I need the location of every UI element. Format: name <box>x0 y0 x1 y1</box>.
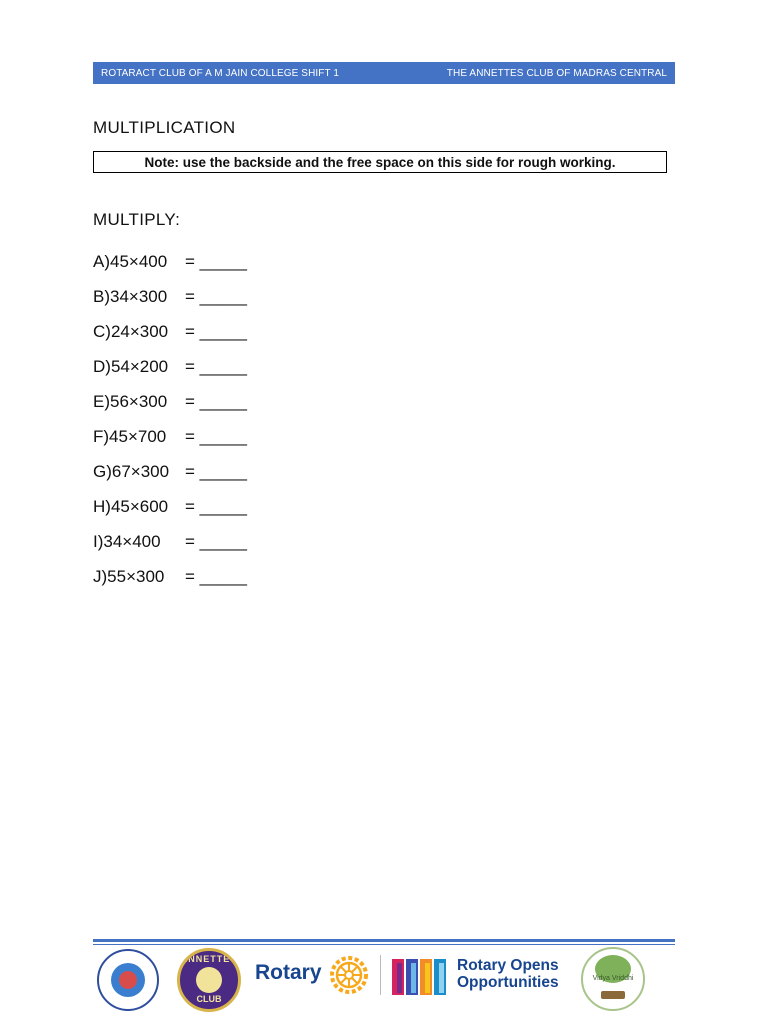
problem-expression: E)56×300 <box>93 391 168 411</box>
answer-blank: = _____ <box>185 426 247 446</box>
problem-list <box>93 244 247 594</box>
vidya-vriddhi-logo <box>581 947 645 1011</box>
problem-expression: H)45×600 <box>93 496 169 516</box>
problem-item <box>93 314 247 349</box>
answer-blank: = _____ <box>185 496 247 516</box>
annettes-logo-bottom-text: CLUB <box>196 994 222 1004</box>
problem-expression: I)34×400 <box>93 531 161 551</box>
problem-item <box>93 489 247 524</box>
answer-blank: = _____ <box>185 391 247 411</box>
header-right-text: THE ANNETTES CLUB OF MADRAS CENTRAL <box>446 67 667 79</box>
header-bar <box>93 62 675 84</box>
opens-line-2: Opportunities <box>457 974 559 991</box>
problem-item <box>93 524 247 559</box>
problem-expression: A)45×400 <box>93 251 168 271</box>
problem-expression: B)34×300 <box>93 286 168 306</box>
answer-blank: = _____ <box>185 461 247 481</box>
problem-expression: D)54×200 <box>93 356 169 376</box>
rotary-opens-opportunities-text <box>457 957 559 991</box>
answer-blank: = _____ <box>185 251 247 271</box>
answer-blank: = _____ <box>185 321 247 341</box>
problem-item <box>93 454 247 489</box>
problem-expression: G)67×300 <box>93 461 170 481</box>
header-left-text: ROTARACT CLUB OF A M JAIN COLLEGE SHIFT 1 <box>101 67 340 79</box>
vidya-logo-text: Vidya Vriddhi <box>592 975 634 982</box>
logo-divider <box>380 955 381 995</box>
page-title: MULTIPLICATION <box>93 118 236 137</box>
footer-logo-strip <box>95 945 675 1011</box>
rotary-wheel-icon <box>329 955 369 995</box>
problem-expression: J)55×300 <box>93 566 165 586</box>
annettes-logo-top-text: ANNETTES <box>180 954 238 964</box>
problem-item <box>93 244 247 279</box>
instruction-label: MULTIPLY: <box>93 210 181 229</box>
note-box <box>93 151 667 173</box>
opens-line-1: Rotary Opens <box>457 957 559 974</box>
answer-blank: = _____ <box>185 286 247 306</box>
problem-item <box>93 419 247 454</box>
problem-item <box>93 384 247 419</box>
problem-expression: F)45×700 <box>93 426 167 446</box>
rotaract-club-seal-icon <box>97 949 159 1011</box>
note-text: Note: use the backside and the free space on this side for rough working. <box>144 154 616 170</box>
problem-expression: C)24×300 <box>93 321 169 341</box>
answer-blank: = _____ <box>185 566 247 586</box>
rotary-wordmark: Rotary <box>255 961 322 984</box>
annettes-club-logo <box>177 948 241 1012</box>
problem-item <box>93 279 247 314</box>
rotary-opens-doors-icon <box>391 955 447 997</box>
problem-item <box>93 349 247 384</box>
problem-item <box>93 559 247 594</box>
answer-blank: = _____ <box>185 531 247 551</box>
answer-blank: = _____ <box>185 356 247 376</box>
